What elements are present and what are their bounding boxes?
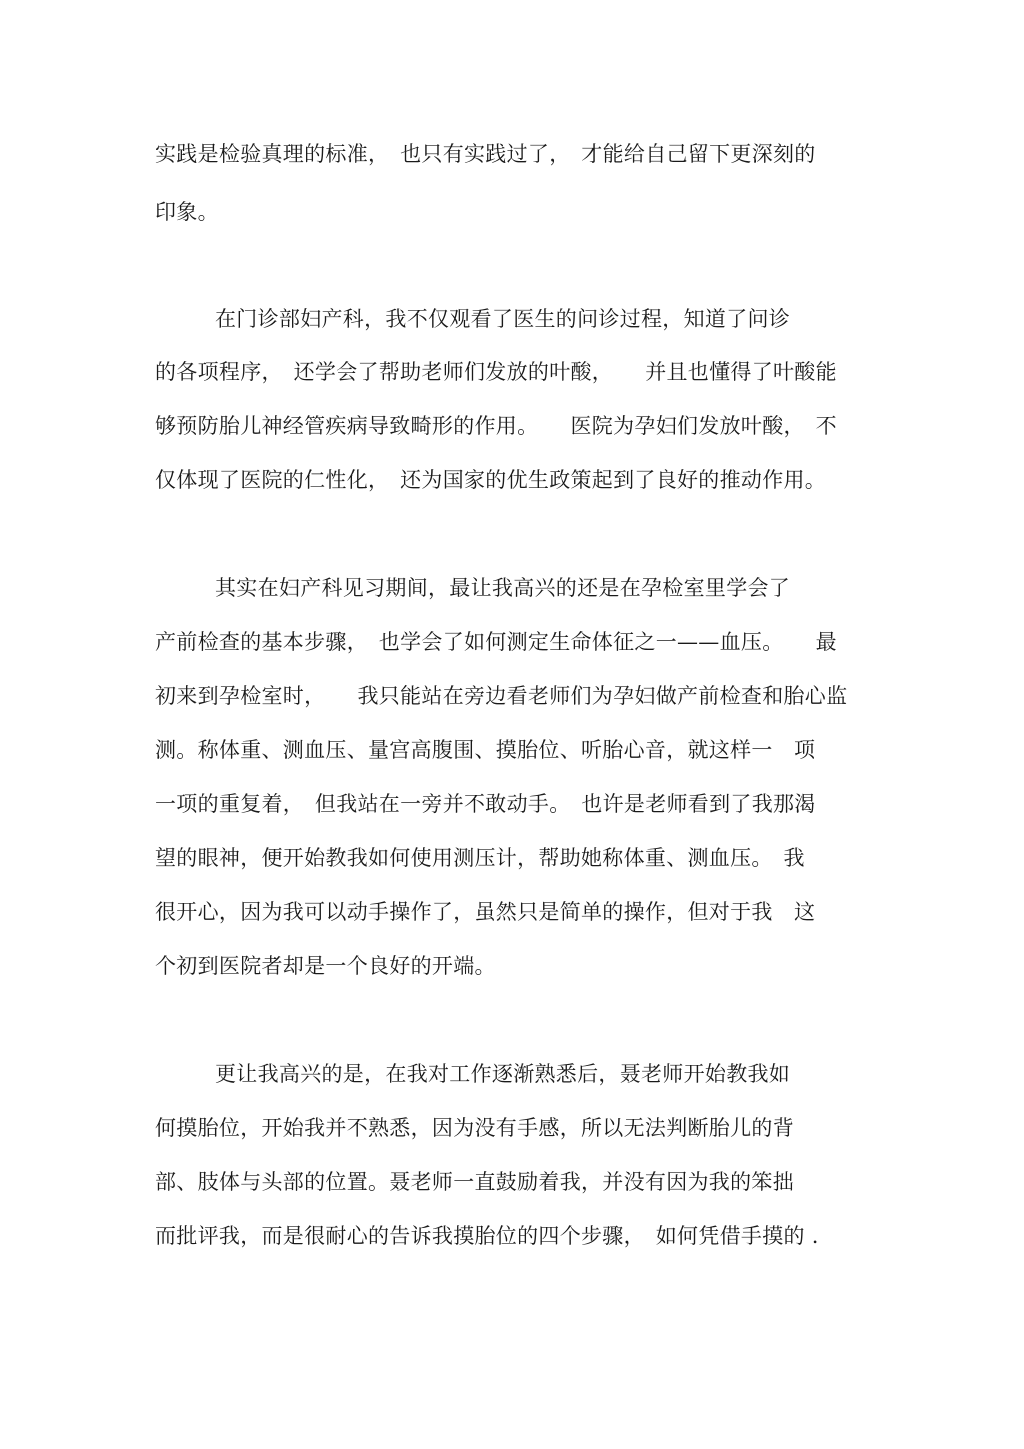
paragraph-4-line-3: 部、肢体与头部的位置。聂老师一直鼓励着我，并没有因为我的笨拙: [155, 1170, 794, 1194]
paragraph-2-line-1: 在门诊部妇产科，我不仅观看了医生的问诊过程，知道了问诊: [215, 307, 791, 331]
paragraph-2-line-3: 够预防胎儿神经管疾病导致畸形的作用。 医院为孕妇们发放叶酸， 不: [155, 414, 837, 438]
paragraph-3-line-4: 测。称体重、测血压、量宫高腹围、摸胎位、听胎心音，就这样一 项: [155, 738, 816, 762]
paragraph-4-line-2: 何摸胎位，开始我并不熟悉，因为没有手感，所以无法判断胎儿的背: [155, 1116, 794, 1140]
paragraph-3-line-3: 初来到孕检室时， 我只能站在旁边看老师们为孕妇做产前检查和胎心监: [155, 684, 848, 708]
paragraph-3-line-8: 个初到医院者却是一个良好的开端。: [155, 954, 496, 978]
paragraph-3-line-6: 望的眼神，便开始教我如何使用测压计，帮助她称体重、测血压。 我: [155, 846, 805, 870]
paragraph-1-line-2: 印象。: [155, 200, 219, 224]
paragraph-2-line-2: 的各项程序， 还学会了帮助老师们发放的叶酸， 并且也懂得了叶酸能: [155, 360, 837, 384]
paragraph-4-line-4: 而批评我，而是很耐心的告诉我摸胎位的四个步骤， 如何凭借手摸的 .: [155, 1224, 819, 1248]
paragraph-3-line-2: 产前检查的基本步骤， 也学会了如何测定生命体征之一——血压。 最: [155, 630, 837, 654]
paragraph-2-line-4: 仅体现了医院的仁性化， 还为国家的优生政策起到了良好的推动作用。: [155, 468, 827, 492]
paragraph-1-line-1: 实践是检验真理的标准， 也只有实践过了， 才能给自己留下更深刻的: [155, 142, 816, 166]
paragraph-3-line-7: 很开心，因为我可以动手操作了，虽然只是简单的操作，但对于我 这: [155, 900, 816, 924]
paragraph-3-line-5: 一项的重复着， 但我站在一旁并不敢动手。 也许是老师看到了我那渴: [155, 792, 816, 816]
paragraph-3-line-1: 其实在妇产科见习期间，最让我高兴的还是在孕检室里学会了: [215, 576, 791, 600]
paragraph-4-line-1: 更让我高兴的是，在我对工作逐渐熟悉后，聂老师开始教我如: [215, 1062, 791, 1086]
